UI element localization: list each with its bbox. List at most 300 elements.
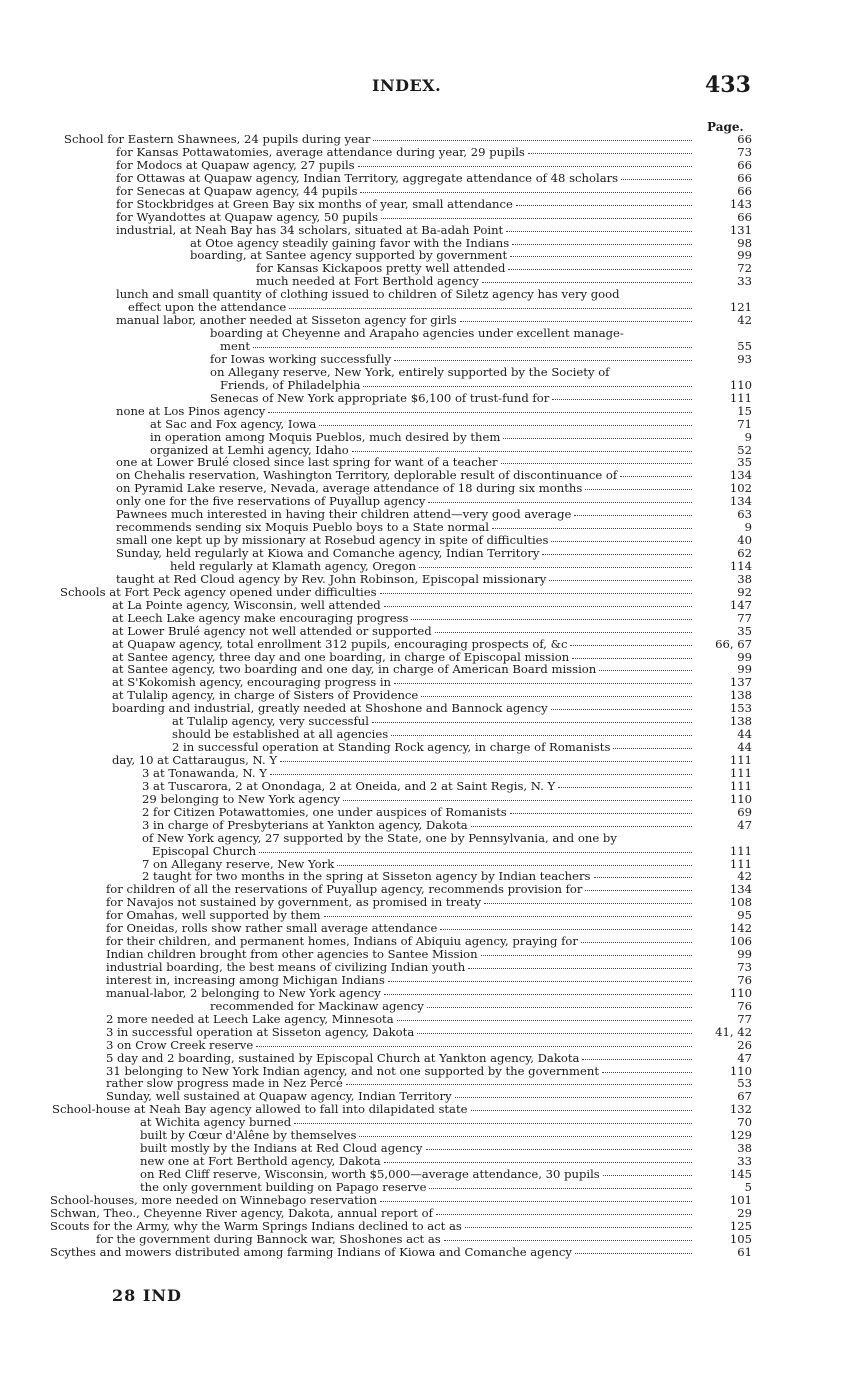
entry-text: Schwan, Theo., Cheyenne River agency, Dakota, annual report of: [50, 1205, 433, 1220]
entry-text: Episcopal Church: [152, 843, 257, 858]
entry-page: 5: [744, 1179, 752, 1194]
entry-page: 38: [737, 571, 752, 586]
entry-page: 62: [737, 546, 752, 560]
index-entry: [0, 1142, 852, 1155]
entry-text: boarding at Cheyenne and Arapaho agencies under excellent manage-: [210, 326, 624, 341]
index-entry: [0, 767, 852, 780]
entry-text: one at Lower Brulé closed since last spring for want of a teacher: [116, 455, 498, 470]
entry-page: 76: [737, 998, 752, 1013]
entry-text: for children of all the reservations of Puyallup agency, recommends provision for: [106, 882, 583, 897]
index-entry: [0, 625, 852, 638]
entry-page: 110: [729, 791, 752, 806]
entry-text: at Sac and Fox agency, Iowa: [150, 416, 317, 431]
entry-text: School-houses, more needed on Winnebago reservation: [50, 1192, 377, 1207]
dot-leader: [613, 748, 692, 749]
entry-text: built mostly by the Indians at Red Cloud agency: [140, 1141, 423, 1156]
entry-text: recommended for Mackinaw agency: [210, 998, 424, 1013]
entry-text: new one at Fort Berthold agency, Dakota: [140, 1154, 381, 1169]
entry-text: School-house at Neah Bay agency allowed to fall into dilapidated state: [52, 1102, 468, 1117]
entry-text: for Omahas, well supported by them: [106, 908, 321, 923]
dot-leader: [384, 606, 692, 607]
index-entry: [0, 1116, 852, 1129]
dot-leader: [481, 955, 692, 956]
index-entry: [0, 586, 852, 599]
entry-page: 106: [729, 934, 752, 949]
index-title: INDEX.: [372, 76, 442, 95]
index-entry: [0, 1220, 852, 1233]
dot-leader: [602, 1072, 692, 1073]
entry-page: 47: [737, 1050, 752, 1065]
entry-text: 2 taught for two months in the spring at Sisseton agency by Indian teachers: [142, 869, 591, 884]
entry-text: held regularly at Klamath agency, Oregon: [170, 558, 417, 573]
entry-page: 111: [729, 765, 752, 780]
index-entry: [0, 198, 852, 211]
entry-text: only one for the five reservations of Puyallup agency: [116, 494, 426, 509]
entry-text: Indian children brought from other agencies to Santee Mission: [106, 947, 478, 962]
entry-text: 3 in charge of Presbyterians at Yankton agency, Dakota: [142, 817, 468, 832]
index-entry: [0, 780, 852, 793]
dot-leader: [558, 787, 692, 788]
entry-text: Schools at Fort Peck agency opened under difficulties: [60, 584, 377, 599]
entry-text: at Lower Brulé agency not well attended or supported: [112, 623, 432, 638]
dot-leader: [508, 269, 692, 270]
dot-leader: [501, 463, 692, 464]
entry-text: boarding and industrial, greatly needed at Shoshone and Bannock agency: [112, 701, 548, 716]
page-column-label: Page.: [707, 120, 744, 134]
dot-leader: [552, 399, 692, 400]
index-entry: [0, 1207, 852, 1220]
entry-page: 138: [729, 688, 752, 703]
index-entry: [0, 340, 852, 353]
entry-text: should be established at all agencies: [172, 727, 389, 742]
entry-page: 29: [737, 1205, 752, 1220]
index-entry: [0, 172, 852, 185]
dot-leader: [585, 890, 692, 891]
index-entry: [0, 806, 852, 819]
entry-text: at La Pointe agency, Wisconsin, well attended: [112, 597, 381, 612]
entry-page: 69: [737, 804, 752, 819]
entry-text: interest in, increasing among Michigan Indians: [106, 972, 385, 987]
dot-leader: [417, 1033, 692, 1034]
index-entry: [0, 974, 852, 987]
index-entry: [0, 1000, 852, 1013]
dot-leader: [574, 515, 692, 516]
entry-page: 76: [737, 972, 752, 987]
entry-page: 44: [737, 740, 752, 755]
dot-leader: [436, 1214, 692, 1215]
dot-leader: [394, 683, 692, 684]
entry-text: Scouts for the Army, why the Warm Springs Indians declined to act as: [50, 1218, 462, 1233]
entry-page: 129: [729, 1128, 752, 1143]
entry-text: at Otoe agency steadily gaining favor with the Indians: [190, 235, 510, 250]
index-entry: [0, 133, 852, 146]
entry-page: 66: [737, 183, 752, 198]
entry-text: at Leech Lake agency make encouraging progress: [112, 610, 409, 625]
entry-page: 52: [737, 442, 752, 457]
entry-text: Scythes and mowers distributed among farming Indians of Kiowa and Comanche agency: [50, 1244, 572, 1259]
entry-page: 111: [729, 856, 752, 871]
entry-text: Pawnees much interested in having their children attend—very good average: [116, 507, 572, 522]
entry-page: 47: [737, 817, 752, 832]
entry-page: 66: [737, 157, 752, 172]
index-entry: [0, 224, 852, 237]
index-entry: [0, 832, 852, 845]
index-entry: [0, 392, 852, 405]
index-entry: [0, 327, 852, 340]
dot-leader: [380, 1201, 692, 1202]
entry-page: 72: [737, 261, 752, 276]
entry-text: for Navajos not sustained by government, as promised in treaty: [106, 895, 482, 910]
entry-text: rather slow progress made in Nez Percé: [106, 1076, 343, 1091]
dot-leader: [603, 1175, 692, 1176]
index-entry: [0, 366, 852, 379]
entry-page: 121: [729, 300, 752, 315]
dot-leader: [268, 412, 692, 413]
dot-leader: [384, 994, 692, 995]
dot-leader: [388, 981, 692, 982]
dot-leader: [358, 166, 692, 167]
dot-leader: [468, 968, 692, 969]
index-entry: [0, 1233, 852, 1246]
entry-page: 55: [737, 339, 752, 353]
dot-leader: [621, 179, 692, 180]
dot-leader: [373, 140, 692, 141]
dot-leader: [471, 826, 692, 827]
entry-page: 70: [737, 1115, 752, 1130]
dot-leader: [465, 1227, 692, 1228]
dot-leader: [570, 645, 692, 646]
index-entry: [0, 573, 852, 586]
index-entries: [0, 133, 852, 1259]
dot-leader: [512, 244, 692, 245]
entry-page: 38: [737, 1141, 752, 1156]
entry-text: 2 for Citizen Potawattomies, one under auspices of Romanists: [142, 804, 507, 819]
index-entry: [0, 754, 852, 767]
entry-page: 40: [737, 533, 752, 548]
index-entry: [0, 1039, 852, 1052]
entry-page: 105: [729, 1231, 752, 1246]
entry-page: 111: [729, 390, 752, 405]
entry-page: 41, 42: [715, 1024, 752, 1039]
dot-leader: [363, 386, 692, 387]
index-entry: [0, 1026, 852, 1039]
entry-text: 3 on Crow Creek reserve: [106, 1037, 254, 1052]
entry-page: 9: [744, 520, 752, 535]
dot-leader: [455, 1097, 692, 1098]
entry-page: 15: [737, 403, 752, 418]
dot-leader: [426, 1149, 693, 1150]
dot-leader: [444, 1240, 692, 1241]
entry-page: 35: [737, 455, 752, 470]
entry-page: 114: [729, 558, 752, 573]
dot-leader: [419, 567, 692, 568]
entry-text: on Chehalis reservation, Washington Territory, deplorable result of discontinuance of: [116, 468, 618, 483]
entry-text: manual labor, another needed at Sisseton agency for girls: [116, 313, 457, 328]
entry-text: Senecas of New York appropriate $6,100 of trust-fund for: [210, 390, 550, 405]
dot-leader: [435, 632, 692, 633]
entry-page: 110: [729, 985, 752, 1000]
entry-page: 33: [737, 274, 752, 289]
signature-mark: 28 IND: [112, 1286, 182, 1305]
dot-leader: [484, 903, 692, 904]
entry-page: 131: [729, 222, 752, 237]
index-entry: [0, 418, 852, 431]
entry-text: on Red Cliff reserve, Wisconsin, worth $5,000—average attendance, 30 pupils: [140, 1167, 600, 1181]
entry-text: 3 at Tuscarora, 2 at Onondaga, 2 at Oneida, and 2 at Saint Regis, N. Y: [142, 778, 556, 793]
index-entry: [0, 353, 852, 366]
entry-page: 138: [729, 714, 752, 729]
entry-page: 101: [729, 1192, 752, 1207]
entry-text: 29 belonging to New York agency: [142, 791, 341, 806]
entry-page: 35: [737, 623, 752, 638]
entry-page: 153: [729, 701, 752, 716]
entry-page: 77: [737, 610, 752, 625]
entry-text: taught at Red Cloud agency by Rev. John Robinson, Episcopal missionary: [116, 571, 547, 586]
entry-page: 145: [729, 1167, 752, 1181]
entry-text: manual-labor, 2 belonging to New York agency: [106, 985, 381, 1000]
dot-leader: [289, 308, 692, 309]
dot-leader: [381, 218, 692, 219]
entry-page: 66: [737, 209, 752, 224]
entry-page: 66: [737, 170, 752, 185]
entry-text: for their children, and permanent homes, Indians of Abiquiu agency, praying for: [106, 934, 578, 949]
dot-leader: [428, 502, 692, 503]
entry-text: Sunday, well sustained at Quapaw agency, Indian Territory: [106, 1089, 452, 1104]
entry-text: of New York agency, 27 supported by the State, one by Pennsylvania, and one by: [142, 830, 617, 845]
index-entry: [0, 547, 852, 560]
entry-text: at Wichita agency burned: [140, 1115, 292, 1130]
index-entry: [0, 1246, 852, 1259]
entry-text: on Allegany reserve, New York, entirely supported by the Society of: [210, 364, 610, 379]
entry-page: 143: [729, 196, 752, 211]
index-entry: [0, 560, 852, 573]
dot-leader: [594, 877, 693, 878]
entry-page: 44: [737, 727, 752, 742]
dot-leader: [429, 1188, 692, 1189]
entry-text: organized at Lemhi agency, Idaho: [150, 442, 349, 457]
entry-text: for Modocs at Quapaw agency, 27 pupils: [116, 157, 355, 172]
entry-page: 111: [729, 843, 752, 858]
index-entry: [0, 185, 852, 198]
entry-page: 42: [737, 313, 752, 328]
dot-leader: [582, 1059, 692, 1060]
entry-text: in operation among Moquis Pueblos, much desired by them: [150, 429, 501, 444]
entry-page: 110: [729, 377, 752, 392]
dot-leader: [572, 658, 692, 659]
entry-page: 73: [737, 960, 752, 974]
entry-page: 26: [737, 1037, 752, 1052]
dot-leader: [551, 709, 692, 710]
index-entry: [0, 1194, 852, 1207]
entry-page: 108: [729, 895, 752, 910]
entry-page: 111: [729, 753, 752, 767]
dot-leader: [380, 593, 692, 594]
entry-text: 5 day and 2 boarding, sustained by Episcopal Church at Yankton agency, Dakota: [106, 1050, 580, 1065]
index-entry: [0, 1013, 852, 1026]
entry-text: for Kansas Kickapoos pretty well attended: [256, 261, 506, 276]
entry-page: 71: [737, 416, 752, 431]
entry-text: ment: [220, 339, 250, 353]
entry-text: 7 on Allegany reserve, New York: [142, 856, 335, 871]
dot-leader: [384, 1162, 692, 1163]
index-entry: [0, 431, 852, 444]
entry-text: 3 at Tonawanda, N. Y: [142, 765, 267, 780]
entry-page: 134: [729, 494, 752, 509]
index-entry: [0, 715, 852, 728]
dot-leader: [324, 916, 692, 917]
dot-leader: [253, 347, 692, 348]
entry-page: 147: [729, 597, 752, 612]
entry-text: the only government building on Papago reserve: [140, 1179, 427, 1194]
entry-page: 67: [737, 1089, 752, 1104]
index-entry: [0, 1103, 852, 1116]
index-entry: [0, 987, 852, 1000]
entry-page: 125: [729, 1218, 752, 1233]
dot-leader: [585, 489, 692, 490]
entry-page: 93: [737, 351, 752, 366]
entry-page: 110: [729, 1063, 752, 1078]
page-number: 433: [705, 72, 751, 98]
entry-text: for Wyandottes at Quapaw agency, 50 pupils: [116, 209, 379, 224]
index-entry: [0, 599, 852, 612]
index-entry: [0, 1129, 852, 1142]
index-entry: [0, 1052, 852, 1065]
dot-leader: [510, 256, 692, 257]
page-header: [0, 72, 852, 108]
index-entry: [0, 638, 852, 651]
entry-page: 66: [737, 132, 752, 146]
dot-leader: [427, 1007, 692, 1008]
dot-leader: [280, 761, 692, 762]
entry-page: 111: [729, 778, 752, 793]
dot-leader: [397, 1020, 692, 1021]
dot-leader: [581, 942, 692, 943]
entry-text: for Oneidas, rolls show rather small average attendance: [106, 921, 438, 936]
entry-text: at Santee agency, three day and one boarding, in charge of Episcopal mission: [112, 649, 570, 664]
dot-leader: [256, 1046, 692, 1047]
dot-leader: [528, 153, 692, 154]
index-entry: [0, 379, 852, 392]
entry-text: for Kansas Pottawatomies, average attendance during year, 29 pupils: [116, 144, 525, 159]
index-entry: [0, 1181, 852, 1194]
dot-leader: [343, 800, 692, 801]
dot-leader: [259, 852, 692, 853]
entry-page: 132: [729, 1102, 752, 1117]
index-entry: [0, 845, 852, 858]
dot-leader: [411, 619, 692, 620]
dot-leader: [575, 1253, 692, 1254]
entry-page: 99: [737, 947, 752, 962]
dot-leader: [346, 1084, 692, 1085]
index-entry: [0, 1168, 852, 1181]
dot-leader: [372, 722, 692, 723]
entry-text: at Santee agency, two boarding and one day, in charge of American Board mission: [112, 662, 597, 677]
dot-leader: [360, 192, 692, 193]
entry-text: at S'Kokomish agency, encouraging progress in: [112, 675, 392, 690]
entry-text: at Tulalip agency, very successful: [172, 714, 369, 729]
entry-text: lunch and small quantity of clothing issued to children of Siletz agency has very good: [116, 287, 620, 302]
index-entry: [0, 405, 852, 418]
index-entry: [0, 793, 852, 806]
entry-text: much needed at Fort Berthold agency: [256, 274, 479, 289]
entry-text: 3 in successful operation at Sisseton agency, Dakota: [106, 1024, 415, 1039]
entry-text: at Tulalip agency, in charge of Sisters of Providence: [112, 688, 419, 703]
entry-text: 2 more needed at Leech Lake agency, Minnesota: [106, 1011, 394, 1026]
entry-page: 99: [737, 649, 752, 664]
entry-text: for Ottawas at Quapaw agency, Indian Territory, aggregate attendance of 48 scholars: [116, 170, 619, 185]
entry-page: 99: [737, 248, 752, 263]
dot-leader: [599, 670, 692, 671]
dot-leader: [294, 1123, 692, 1124]
entry-page: 73: [737, 144, 752, 159]
dot-leader: [440, 929, 692, 930]
index-entry: [0, 702, 852, 715]
entry-text: built by Cœur d'Alêne by themselves: [140, 1128, 357, 1143]
index-entry: [0, 819, 852, 832]
entry-text: 31 belonging to New York Indian agency, and not one supported by the government: [106, 1063, 599, 1078]
dot-leader: [482, 282, 692, 283]
entry-page: 77: [737, 1011, 752, 1026]
entry-text: recommends sending six Moquis Pueblo boys to a State normal: [116, 520, 489, 535]
entry-text: day, 10 at Cattaraugus, N. Y: [112, 753, 277, 767]
entry-text: 2 in successful operation at Standing Rock agency, in charge of Romanists: [172, 740, 611, 755]
entry-page: 61: [737, 1244, 752, 1259]
entry-text: at Quapaw agency, total enrollment 312 pupils, encouraging prospects of, &c: [112, 636, 568, 651]
entry-text: industrial, at Neah Bay has 34 scholars, situated at Ba-adah Point: [116, 222, 504, 237]
entry-page: 99: [737, 662, 752, 677]
dot-leader: [359, 1136, 692, 1137]
entry-page: 9: [744, 429, 752, 444]
entry-page: 134: [729, 882, 752, 897]
entry-page: 66, 67: [715, 636, 752, 651]
entry-text: for Senecas at Quapaw agency, 44 pupils: [116, 183, 358, 198]
entry-text: small one kept up by missionary at Rosebud agency in spite of difficulties: [116, 533, 549, 548]
dot-leader: [270, 774, 692, 775]
index-entry: [0, 612, 852, 625]
entry-page: 63: [737, 507, 752, 522]
entry-page: 33: [737, 1154, 752, 1169]
entry-text: none at Los Pinos agency: [116, 403, 266, 418]
dot-leader: [394, 360, 692, 361]
dot-leader: [549, 580, 692, 581]
entry-text: for Iowas working successfully: [210, 351, 392, 366]
dot-leader: [506, 231, 692, 232]
dot-leader: [391, 735, 692, 736]
dot-leader: [471, 1110, 693, 1111]
dot-leader: [352, 451, 692, 452]
dot-leader: [337, 865, 692, 866]
entry-text: industrial boarding, the best means of civilizing Indian youth: [106, 960, 466, 974]
dot-leader: [492, 528, 692, 529]
entry-page: 92: [737, 584, 752, 599]
entry-text: for the government during Bannock war, Shoshones act as: [96, 1231, 441, 1246]
dot-leader: [620, 476, 692, 477]
entry-page: 53: [737, 1076, 752, 1091]
entry-text: for Stockbridges at Green Bay six months of year, small attendance: [116, 196, 513, 211]
dot-leader: [503, 438, 692, 439]
index-entry: [0, 211, 852, 224]
index-entry: [0, 146, 852, 159]
entry-text: Friends, of Philadelphia: [220, 377, 361, 392]
dot-leader: [421, 696, 692, 697]
dot-leader: [516, 205, 692, 206]
entry-text: on Pyramid Lake reserve, Nevada, average attendance of 18 during six months: [116, 481, 583, 496]
entry-page: 142: [729, 921, 752, 936]
entry-text: boarding, at Santee agency supported by government: [190, 248, 508, 263]
entry-text: School for Eastern Shawnees, 24 pupils during year: [64, 132, 371, 146]
entry-page: 137: [729, 675, 752, 690]
entry-page: 134: [729, 468, 752, 483]
